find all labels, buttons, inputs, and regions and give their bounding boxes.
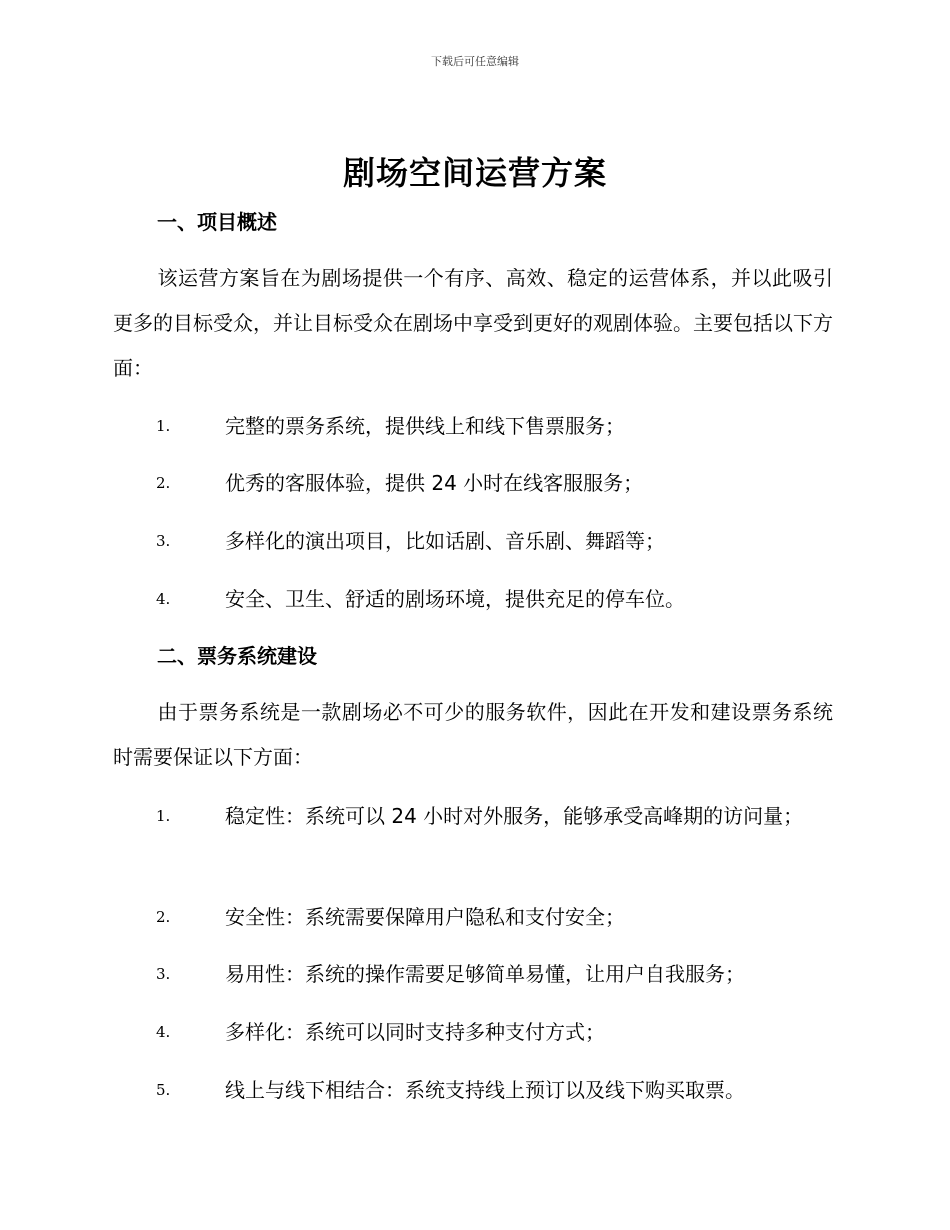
list-text: 完整的票务系统，提供线上和线下售票服务； (225, 414, 625, 438)
list-text: 易用性：系统的操作需要足够简单易懂，让用户自我服务； (225, 962, 745, 986)
section-intro-paragraph (113, 256, 833, 391)
list-number: 1. (156, 807, 171, 825)
list-text: 优秀的客服体验，提供 24 小时在线客服服务； (225, 471, 644, 495)
list-number: 2. (156, 474, 171, 492)
intro-text: 该运营方案旨在为剧场提供一个有序、高效、稳定的运营体系，并以此吸引更多的目标受众，并让目标受众在剧场中享受到更好的观剧体验。主要包括以下方面： (113, 266, 833, 380)
list-text: 线上与线下相结合：系统支持线上预订以及线下购买取票。 (225, 1078, 745, 1102)
list-text: 多样化：系统可以同时支持多种支付方式； (225, 1020, 605, 1044)
list-number: 1. (156, 417, 171, 435)
section-heading-overview: 一、项目概述 (157, 210, 277, 234)
list-number: 2. (156, 908, 171, 926)
section-intro-paragraph (113, 690, 833, 780)
list-text: 安全性：系统需要保障用户隐私和支付安全； (225, 905, 625, 929)
intro-text: 由于票务系统是一款剧场必不可少的服务软件，因此在开发和建设票务系统时需要保证以下方面： (113, 700, 833, 769)
list-text: 安全、卫生、舒适的剧场环境，提供充足的停车位。 (225, 587, 685, 611)
list-text: 稳定性：系统可以 24 小时对外服务，能够承受高峰期的访问量； (225, 804, 804, 828)
list-number: 5. (156, 1081, 171, 1099)
section-heading-ticketing: 二、票务系统建设 (157, 644, 317, 668)
header-note: 下载后可任意编辑 (431, 55, 519, 68)
list-text: 多样化的演出项目，比如话剧、音乐剧、舞蹈等； (225, 529, 665, 553)
list-number: 3. (156, 965, 171, 983)
document-title: 剧场空间运营方案 (342, 154, 607, 192)
list-number: 4. (156, 1023, 171, 1041)
list-number: 3. (156, 532, 171, 550)
list-number: 4. (156, 590, 171, 608)
